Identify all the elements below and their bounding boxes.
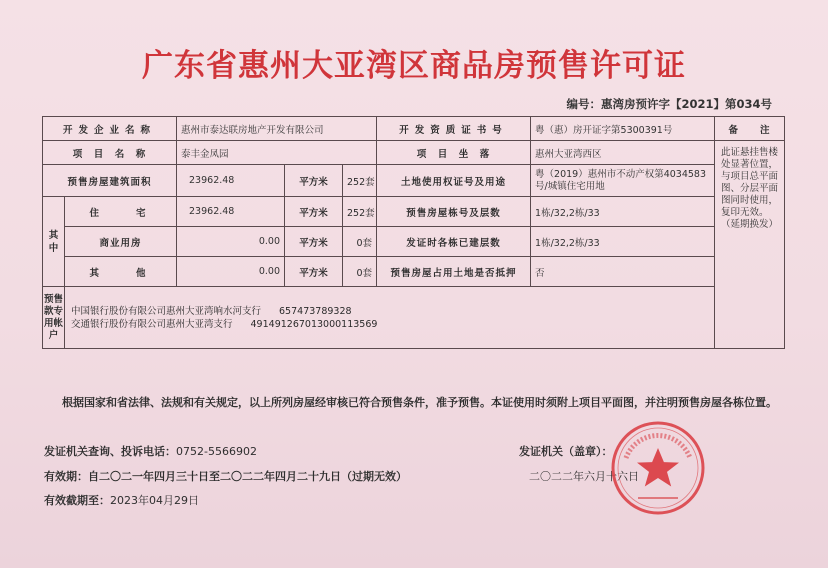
- expiry-line: [44, 492, 199, 508]
- other-count: 0套: [343, 257, 377, 287]
- account-list: [65, 287, 715, 349]
- expiry-value: 2023年04月29日: [110, 494, 199, 507]
- qualification-value: 粤（惠）房开证字第5300391号: [531, 117, 715, 141]
- expiry-label: 有效截期至：: [44, 494, 110, 507]
- residential-unit: 平方米: [285, 197, 343, 227]
- built-floors-label: 发证时各栋已建层数: [377, 227, 531, 257]
- commercial-unit: 平方米: [285, 227, 343, 257]
- residential-value: 23962.48: [177, 197, 285, 227]
- land-cert-value: 粤（2019）惠州市不动产权第4034583号/城镇住宅用地: [531, 165, 715, 197]
- presale-area-count: 252套: [343, 165, 377, 197]
- approval-statement: 根据国家和省法律、法规和有关规定，以上所列房屋经审核已符合预售条件，准予预售。本证使用时须附上项目平面图，并注明预售房屋各栋位置。: [62, 396, 777, 409]
- account1-number: 657473789328: [279, 305, 352, 317]
- built-floors-value: 1栋/32,2栋/33: [531, 227, 715, 257]
- mortgage-value: 否: [531, 257, 715, 287]
- account-label: 预售款专用帐户: [43, 287, 65, 349]
- remark-label: 备 注: [715, 117, 785, 141]
- developer-label: 开发企业名称: [43, 117, 177, 141]
- developer-value: 惠州市泰达联房地产开发有限公司: [177, 117, 377, 141]
- certificate-title: 广东省惠州大亚湾区商品房预售许可证: [142, 48, 686, 84]
- mortgage-label: 预售房屋占用土地是否抵押: [377, 257, 531, 287]
- remark-text: 此证悬挂售楼处显著位置，与项目总平面图、分层平面图同时使用，复印无效。（延期换发）: [715, 141, 785, 349]
- seal-star-icon: [637, 448, 679, 487]
- land-cert-label: 土地使用权证号及用途: [377, 165, 531, 197]
- account2-bank: 交通银行股份有限公司惠州大亚湾支行: [71, 318, 233, 330]
- presale-area-unit: 平方米: [285, 165, 343, 197]
- presale-area-label: 预售房屋建筑面积: [43, 165, 177, 197]
- account2-number: 491491267013000113569: [250, 318, 378, 330]
- commercial-label: 商业用房: [65, 227, 177, 257]
- location-value: 惠州大亚湾西区: [531, 141, 715, 165]
- hotline-label: 发证机关查询、投诉电话：: [44, 445, 176, 458]
- building-no-value: 1栋/32,2栋/33: [531, 197, 715, 227]
- issue-date: 二〇二二年六月十六日: [529, 470, 639, 483]
- other-unit: 平方米: [285, 257, 343, 287]
- project-value: 泰丰金凤园: [177, 141, 377, 165]
- building-no-label: 预售房屋栋号及层数: [377, 197, 531, 227]
- presale-area-value: 23962.48: [177, 165, 285, 197]
- other-label: 其 他: [65, 257, 177, 287]
- official-seal: [608, 418, 708, 518]
- validity-period: 有效期：自二〇二一年四月三十日至二〇二二年四月二十九日（过期无效）: [44, 470, 407, 483]
- residential-count: 252套: [343, 197, 377, 227]
- issuer-label: 发证机关（盖章）：: [519, 445, 613, 458]
- certificate-table: [42, 116, 785, 349]
- certificate-number: 编号：惠湾房预许字【2021】第034号: [566, 97, 772, 111]
- commercial-count: 0套: [343, 227, 377, 257]
- residential-label: 住 宅: [65, 197, 177, 227]
- account-row-2: [71, 318, 708, 331]
- location-label: 项 目 坐 落: [377, 141, 531, 165]
- among-label: 其 中: [43, 197, 65, 287]
- hotline-line: [44, 443, 257, 459]
- commercial-value: 0.00: [177, 227, 285, 257]
- project-label: 项 目 名 称: [43, 141, 177, 165]
- other-value: 0.00: [177, 257, 285, 287]
- account-row-1: [71, 305, 708, 318]
- account1-bank: 中国银行股份有限公司惠州大亚湾响水河支行: [71, 305, 262, 317]
- hotline-value: 0752-5566902: [176, 445, 257, 458]
- qualification-label: 开发资质证书号: [377, 117, 531, 141]
